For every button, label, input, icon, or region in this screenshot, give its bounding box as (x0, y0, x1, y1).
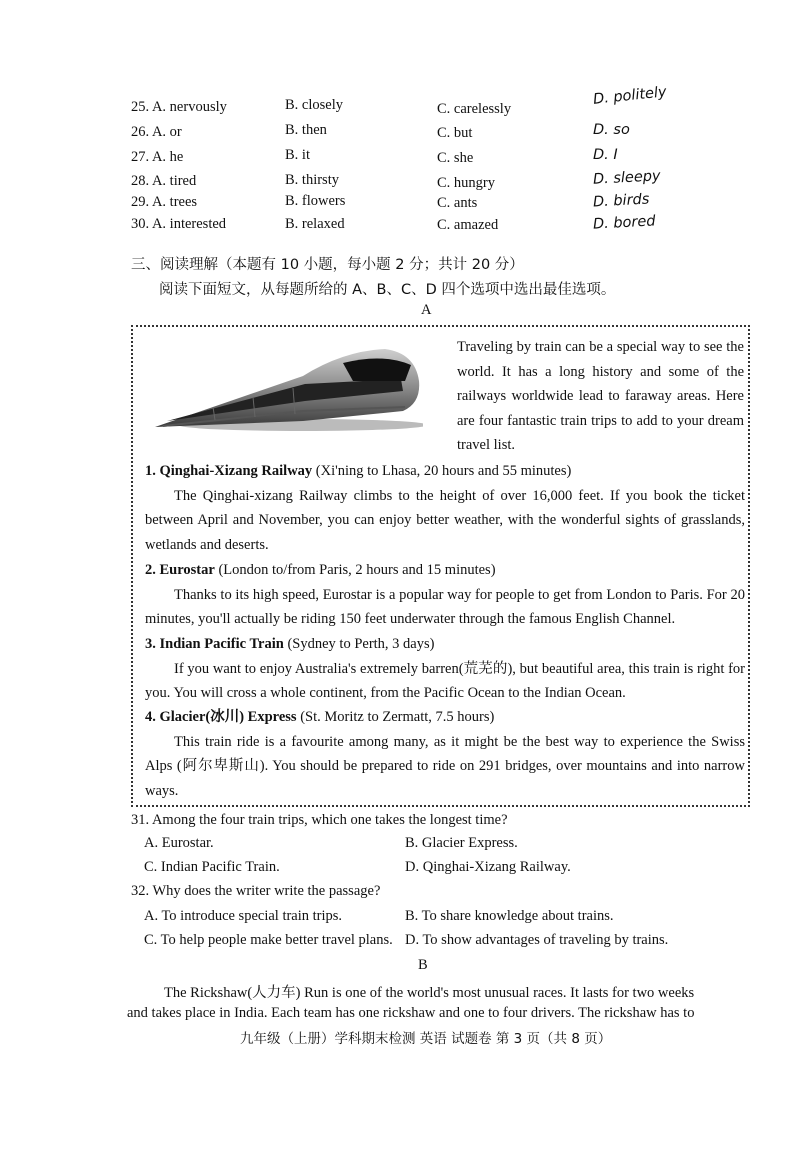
option-28-d: D. sleepy (592, 168, 661, 188)
option-29-d: D. birds (592, 191, 650, 211)
passage-b-letter: B (418, 957, 428, 973)
option-28-c: C. hungry (437, 175, 495, 191)
option-26-d: D. so (593, 122, 630, 138)
question-32-option-a: A. To introduce special train trips. (144, 908, 343, 924)
question-32-option-d: D. To show advantages of traveling by trains. (405, 932, 669, 948)
trip-1-heading: 1. Qinghai-Xizang Railway (145, 463, 313, 479)
section-instruction: 阅读下面短文，从每题所给的 A、B、C、D 四个选项中选出最佳选项。 (159, 282, 616, 298)
trip-3-body: If you want to enjoy Australia's extremely barren(荒芜的), but beautiful area, this train is right for you. You will cross a whole continent, from the Pacific Ocean to the Indian Ocean. (145, 660, 745, 702)
option-25-d: D. politely (592, 84, 668, 108)
question-31-option-d: D. Qinghai-Xizang Railway. (405, 859, 571, 875)
option-29-b: B. flowers (285, 193, 346, 209)
train-image (153, 341, 423, 433)
question-32-option-b: B. To share knowledge about trains. (405, 908, 614, 924)
question-31-option-a: A. Eurostar. (144, 835, 214, 851)
option-28-a: 28. A. tired (131, 173, 197, 189)
trip-4 (145, 705, 745, 803)
passage-b-line-2: and takes place in India. Each team has one rickshaw and one to four drivers. The rickshaw has to (127, 1005, 695, 1021)
option-25-c: C. carelessly (437, 101, 512, 117)
question-31-option-c: C. Indian Pacific Train. (144, 859, 280, 875)
passage-a-intro: Traveling by train can be a special way to see the world. It has a long history and some of the railways worldwide lead to faraway areas. Here are four fantastic train trips to add to your dream travel list. (457, 339, 744, 454)
option-27-c: C. she (437, 150, 474, 166)
trip-3-route: (Sydney to Perth, 3 days) (283, 636, 435, 652)
trip-1-body: The Qinghai-xizang Railway climbs to the height of over 16,000 feet. If you book the ticket between April and November, you can enjoy better weather, with the wonderful sights of grasslands, wetlands and deserts. (145, 487, 745, 553)
page-footer: 九年级（上册）学科期末检测 英语 试题卷 第 3 页（共 8 页） (240, 1031, 612, 1047)
trip-4-heading: 4. Glacier(冰川) Express (145, 709, 297, 725)
option-30-c: C. amazed (437, 217, 499, 233)
trip-4-route: (St. Moritz to Zermatt, 7.5 hours) (296, 709, 495, 725)
option-27-a: 27. A. he (131, 149, 184, 165)
trip-1 (145, 459, 745, 557)
trip-2 (145, 558, 745, 632)
trip-4-body: This train ride is a favourite among many, as it might be the best way to experience the Swiss Alps (阿尔卑斯山). You should be prepared to ride on 291 bridges, over mountains and into narrow ways. (145, 733, 745, 799)
passage-b-line-1: The Rickshaw(人力车) Run is one of the world's most unusual races. It lasts for two weeks (164, 985, 695, 1001)
option-26-a: 26. A. or (131, 124, 182, 140)
option-29-c: C. ants (437, 195, 478, 211)
trip-3-heading: 3. Indian Pacific Train (145, 636, 284, 652)
option-25-a: 25. A. nervously (131, 99, 227, 115)
question-32-option-c: C. To help people make better travel plans. (144, 932, 393, 948)
option-30-d: D. bored (592, 213, 656, 233)
trip-2-body: Thanks to its high speed, Eurostar is a popular way for people to get from London to Paris. For 20 minutes, you'll actually be riding 150 feet underwater through the famous English Channel. (145, 586, 745, 628)
option-27-b: B. it (285, 147, 310, 163)
trip-1-route: (Xi'ning to Lhasa, 20 hours and 55 minutes) (312, 463, 572, 479)
passage-a-letter: A (421, 302, 432, 318)
option-27-d: D. I (593, 147, 618, 163)
option-26-c: C. but (437, 125, 473, 141)
question-31-option-b: B. Glacier Express. (405, 835, 518, 851)
section-title: 三、阅读理解（本题有 10 小题，每小题 2 分；共计 20 分） (131, 257, 524, 273)
option-29-a: 29. A. trees (131, 194, 198, 210)
option-25-b: B. closely (285, 97, 343, 113)
trip-3 (145, 632, 745, 706)
question-32-stem: 32. Why does the writer write the passage? (131, 883, 381, 899)
trip-2-route: (London to/from Paris, 2 hours and 15 minutes) (214, 562, 496, 578)
question-31-stem: 31. Among the four train trips, which one takes the longest time? (131, 812, 508, 828)
option-30-b: B. relaxed (285, 216, 345, 232)
option-30-a: 30. A. interested (131, 216, 227, 232)
option-26-b: B. then (285, 122, 327, 138)
trip-2-heading: 2. Eurostar (145, 562, 215, 578)
option-28-b: B. thirsty (285, 172, 339, 188)
